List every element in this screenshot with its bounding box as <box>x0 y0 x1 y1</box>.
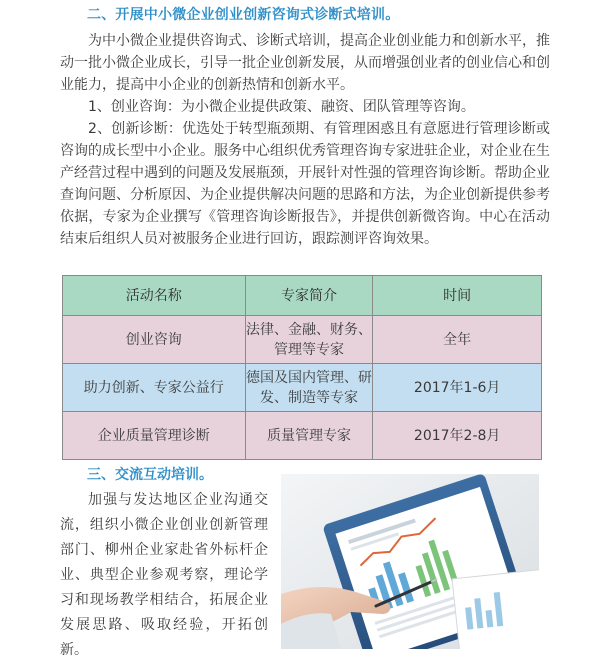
cell-time: 2017年1-6月 <box>373 364 542 412</box>
activity-table <box>62 275 542 460</box>
section-2-intro <box>60 30 550 96</box>
section-3-title <box>87 464 213 484</box>
photo-illustration <box>281 474 539 649</box>
section-3-title-text: 三、交流互动培训。 <box>87 467 213 483</box>
section-3-text: 加强与发达地区企业沟通交流，组织小微企业创业创新管理部门、柳州企业家赴省外标杆企业、典型企业参观考察，理论学习和现场教学相结合，拓展企业发展思路、吸取经验，开拓创新。 <box>60 492 268 658</box>
cell-time: 2017年2-8月 <box>373 412 542 460</box>
section-3-paragraph <box>60 488 268 660</box>
cell-activity: 助力创新、专家公益行 <box>63 364 246 412</box>
cell-activity: 创业咨询 <box>63 316 246 364</box>
section-2-item-2 <box>60 118 550 250</box>
table-row <box>63 412 542 460</box>
item-2-text: 2、创新诊断：优选处于转型瓶颈期、有管理困惑且有意愿进行管理诊断或咨询的成长型中小企业。服务中心组织优秀管理咨询专家进驻企业，对企业在生产经营过程中遇到的问题及发展瓶颈，开展针对性强的管理咨询诊断。帮助企业查询问题、分析原因、为企业提供解决问题的思路和方法，为企业创新提供参考依据，专家为企业撰写《管理咨询诊断报告》，并提供创新微咨询。中心在活动结束后组织人员对被服务企业进行回访，跟踪测评咨询效果。 <box>60 121 550 247</box>
header-activity-name: 活动名称 <box>63 276 246 316</box>
header-expert-intro: 专家简介 <box>245 276 373 316</box>
section-2-item-1 <box>60 96 550 118</box>
table-row <box>63 316 542 364</box>
table-row <box>63 364 542 412</box>
cell-activity: 企业质量管理诊断 <box>63 412 246 460</box>
cell-expert: 德国及国内管理、研发、制造等专家 <box>245 364 373 412</box>
section-2-title <box>87 4 399 24</box>
table-header-row <box>63 276 542 316</box>
intro-paragraph: 为中小微企业提供咨询式、诊断式培训，提高企业创业能力和创新水平，推动一批小微企业成长，引导一批企业创新发展，从而增强创业者的创业信心和创业能力，提高中小企业的创新热情和创新水平。 <box>60 33 550 93</box>
business-charts-photo <box>281 474 539 649</box>
header-time: 时间 <box>373 276 542 316</box>
item-1-text: 1、创业咨询：为小微企业提供政策、融资、团队管理等咨询。 <box>88 99 475 115</box>
cell-expert: 质量管理专家 <box>245 412 373 460</box>
cell-time: 全年 <box>373 316 542 364</box>
section-2-title-text: 二、开展中小微企业创业创新咨询式诊断式培训。 <box>87 7 400 23</box>
cell-expert: 法律、金融、财务、管理等专家 <box>245 316 373 364</box>
